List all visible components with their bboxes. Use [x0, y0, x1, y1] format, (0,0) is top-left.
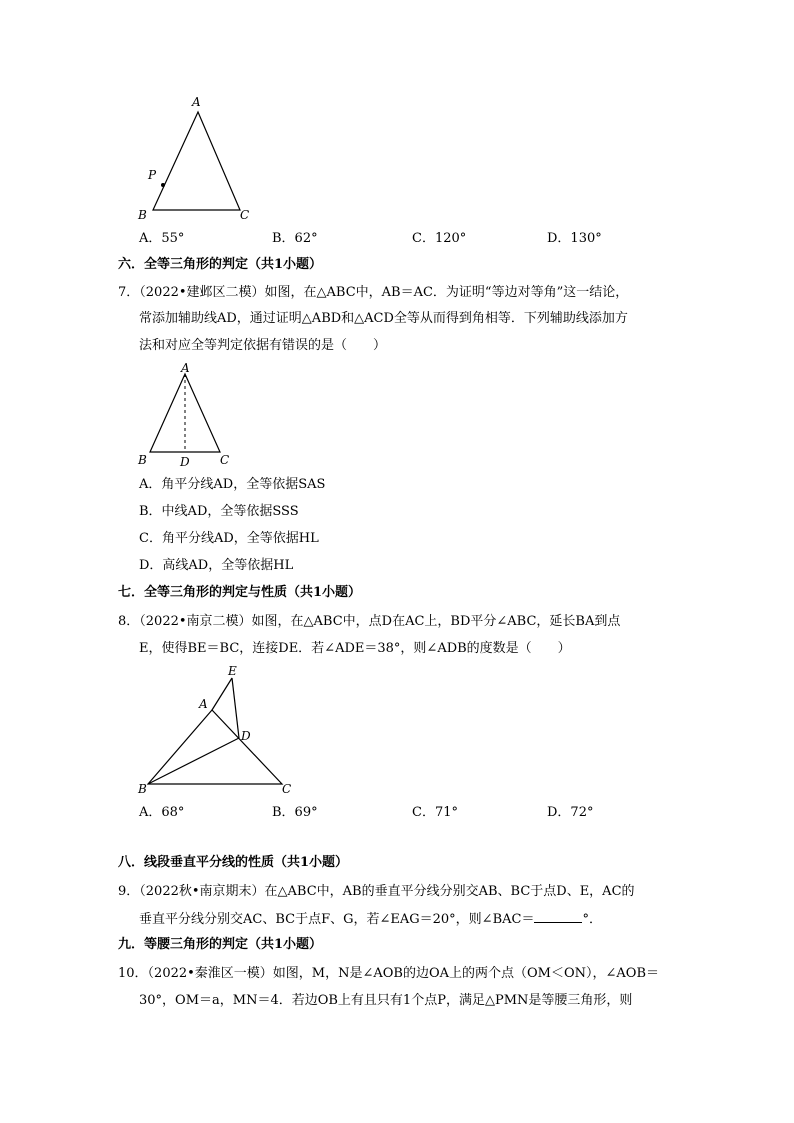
q7-option-a[interactable]: A．角平分线AD，全等依据SAS: [139, 477, 326, 492]
q8-text-line2: E，使得BE＝BC，连接DE．若∠ADE＝38°，则∠ADB的度数是（ ）: [139, 641, 571, 656]
section-7-heading: 七．全等三角形的判定与性质（共1小题）: [118, 585, 362, 600]
q9-text-line2-end: °．: [582, 912, 602, 927]
fig3-label-a: A: [199, 697, 208, 711]
fig1-label-b: B: [138, 208, 147, 222]
section-6-heading: 六．全等三角形的判定（共1小题）: [118, 257, 323, 272]
section-9-heading: 九．等腰三角形的判定（共1小题）: [118, 937, 323, 952]
q9-text-line2-start: 垂直平分线分别交AC、BC于点F、G，若∠EAG＝20°，则∠BAC＝: [139, 912, 535, 927]
q6-option-d[interactable]: D．130°: [547, 231, 602, 246]
figure-triangle-bisector: [130, 660, 310, 800]
q8-option-c[interactable]: C．71°: [412, 805, 458, 820]
q9-text-line2: [139, 910, 602, 928]
q7-text-line3: 法和对应全等判定依据有错误的是（ ）: [139, 338, 387, 353]
q8-text-line1: 8．（2022•南京二模）如图，在△ABC中，点D在AC上，BD平分∠ABC，延长BA到点: [118, 614, 621, 629]
figure-isosceles-with-median: [130, 360, 240, 472]
q6-option-c[interactable]: C．120°: [412, 231, 467, 246]
fig2-label-b: B: [138, 453, 147, 467]
q9-text-line1: 9．（2022秋•南京期末）在△ABC中，AB的垂直平分线分别交AB、BC于点D、E，AC的: [118, 884, 635, 899]
q8-option-d[interactable]: D．72°: [547, 805, 594, 820]
q7-option-d[interactable]: D．高线AD，全等依据HL: [139, 558, 294, 573]
fig3-label-e: E: [228, 664, 237, 678]
q7-option-c[interactable]: C．角平分线AD，全等依据HL: [139, 531, 319, 546]
q7-text-line2: 常添加辅助线AD，通过证明△ABD和△ACD全等从而得到角相等．下列辅助线添加方: [139, 311, 628, 326]
q6-option-b[interactable]: B．62°: [272, 231, 318, 246]
q8-option-a[interactable]: A．68°: [139, 805, 185, 820]
fig1-label-a: A: [192, 95, 201, 109]
q10-text-line2: 30°，OM＝a，MN＝4．若边OB上有且只有1个点P，满足△PMN是等腰三角形，则: [139, 993, 633, 1008]
fig2-label-d: D: [180, 455, 190, 469]
figure-triangle-abc-p: [130, 92, 260, 224]
q7-text-line1: 7．（2022•建邺区二模）如图，在△ABC中，AB＝AC．为证明“等边对等角”这一结论，: [118, 285, 629, 300]
q9-answer-blank[interactable]: [534, 910, 582, 923]
fig1-label-c: C: [240, 208, 250, 222]
q6-option-a[interactable]: A．55°: [139, 231, 185, 246]
q10-text-line1: 10．（2022•秦淮区一模）如图，M，N是∠AOB的边OA上的两个点（OM＜ON），∠AOB＝: [118, 966, 660, 981]
fig3-label-c: C: [282, 782, 292, 796]
fig3-label-b: B: [138, 782, 147, 796]
fig2-label-c: C: [220, 453, 230, 467]
section-8-heading: 八．线段垂直平分线的性质（共1小题）: [118, 855, 349, 870]
q8-option-b[interactable]: B．69°: [272, 805, 318, 820]
fig1-label-p: P: [148, 168, 157, 182]
fig2-label-a: A: [181, 361, 190, 375]
q7-option-b[interactable]: B．中线AD，全等依据SSS: [139, 504, 299, 519]
fig3-label-d: D: [241, 729, 251, 743]
